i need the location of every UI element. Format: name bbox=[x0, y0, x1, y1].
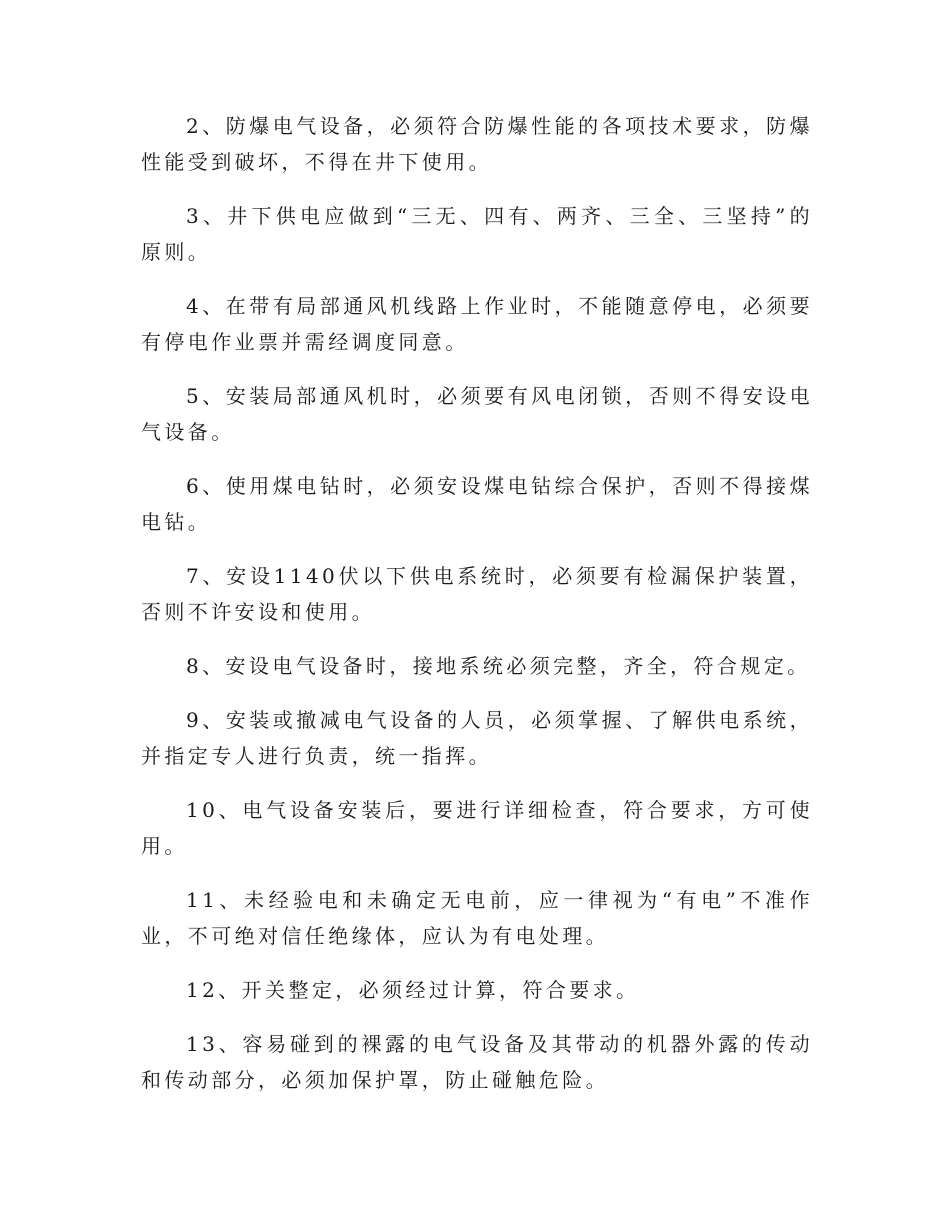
paragraph-item-8: 8、安设电气设备时，接地系统必须完整，齐全，符合规定。 bbox=[186, 654, 811, 678]
paragraph-item-7: 7、安设1140伏以下供电系统时，必须要有检漏保护装置，否则不许安设和使用。 bbox=[141, 564, 813, 624]
paragraph-item-5: 5、安装局部通风机时，必须要有风电闭锁，否则不得安设电气设备。 bbox=[141, 384, 813, 444]
paragraph-item-10: 10、电气设备安装后，要进行详细检查，符合要求，方可使用。 bbox=[141, 798, 813, 858]
document-body bbox=[141, 108, 813, 1116]
paragraph-item-13: 13、容易碰到的裸露的电气设备及其带动的机器外露的传动和传动部分，必须加保护罩，防止碰触危险。 bbox=[141, 1032, 813, 1092]
paragraph-item-11: 11、未经验电和未确定无电前，应一律视为“有电”不准作业，不可绝对信任绝缘体，应认为有电处理。 bbox=[141, 888, 813, 948]
paragraph-item-3: 3、井下供电应做到“三无、四有、两齐、三全、三坚持”的原则。 bbox=[141, 204, 813, 264]
paragraph-item-2: 2、防爆电气设备，必须符合防爆性能的各项技术要求，防爆性能受到破坏，不得在井下使用。 bbox=[141, 114, 813, 174]
paragraph-item-4: 4、在带有局部通风机线路上作业时，不能随意停电，必须要有停电作业票并需经调度同意。 bbox=[141, 294, 813, 354]
paragraph-item-9: 9、安装或撤减电气设备的人员，必须掌握、了解供电系统，并指定专人进行负责，统一指挥。 bbox=[141, 708, 813, 768]
paragraph-item-6: 6、使用煤电钻时，必须安设煤电钻综合保护，否则不得接煤电钻。 bbox=[141, 474, 813, 534]
paragraph-item-12: 12、开关整定，必须经过计算，符合要求。 bbox=[186, 978, 640, 1002]
